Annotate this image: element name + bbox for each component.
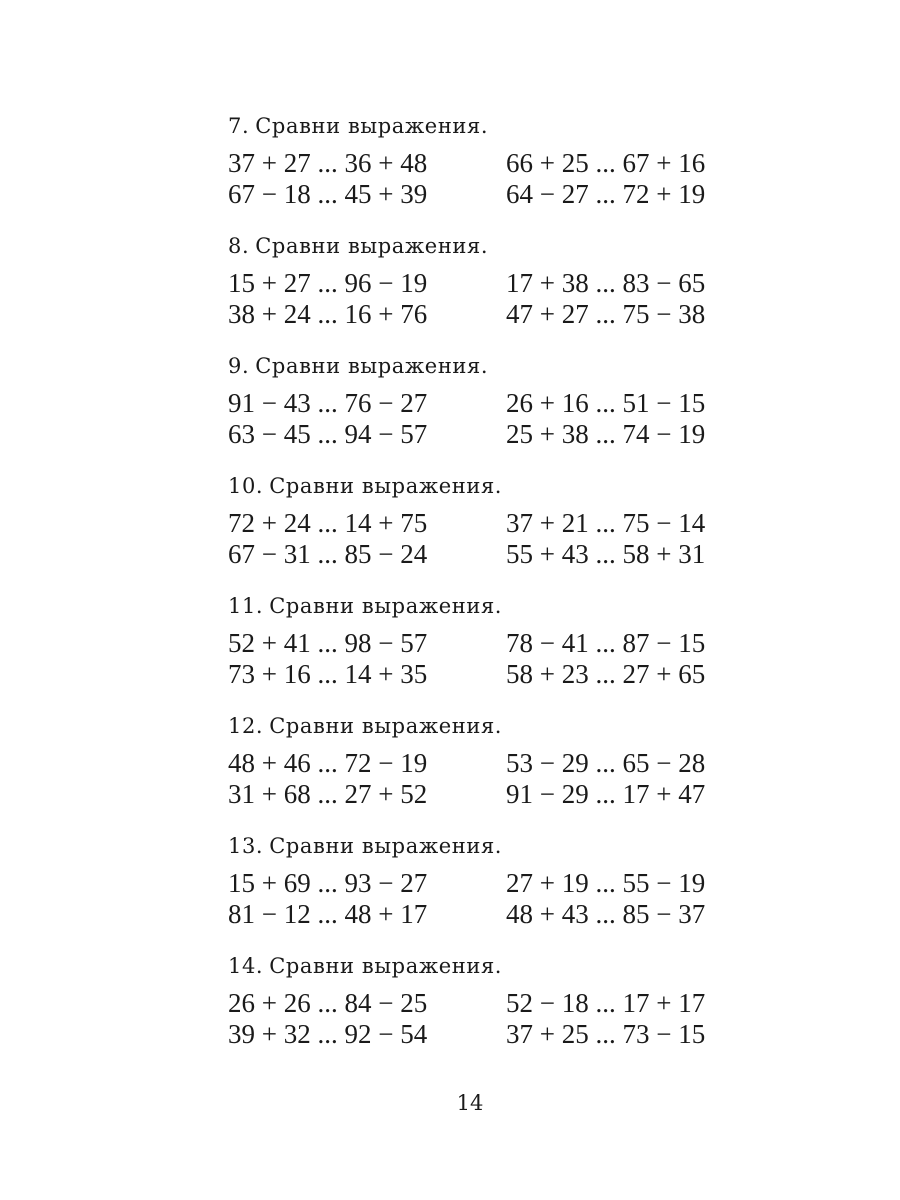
expression-left: 63 − 45 ... 94 − 57 bbox=[228, 419, 428, 449]
exercise-8 bbox=[228, 233, 748, 330]
exercise-instruction: Сравни выражения. bbox=[255, 114, 489, 138]
exercise-instruction: Сравни выражения. bbox=[269, 594, 503, 618]
exercise-7 bbox=[228, 113, 748, 210]
exercise-instruction: Сравни выражения. bbox=[269, 954, 503, 978]
exercise-number: 13. bbox=[228, 834, 264, 858]
expression-right: 55 + 43 ... 58 + 31 bbox=[506, 539, 706, 569]
exercise-instruction: Сравни выражения. bbox=[269, 834, 503, 858]
exercise-title bbox=[228, 833, 748, 859]
expression-right: 52 − 18 ... 17 + 17 bbox=[506, 988, 706, 1018]
expression-left: 52 + 41 ... 98 − 57 bbox=[228, 628, 428, 658]
expression-right: 66 + 25 ... 67 + 16 bbox=[506, 148, 706, 178]
exercise-10 bbox=[228, 473, 748, 570]
page-number: 14 bbox=[456, 1091, 484, 1115]
exercise-number: 9. bbox=[228, 354, 250, 378]
expression-row bbox=[228, 419, 748, 450]
expression-left: 39 + 32 ... 92 − 54 bbox=[228, 1019, 428, 1049]
expression-right: 48 + 43 ... 85 − 37 bbox=[506, 899, 706, 929]
expression-left: 38 + 24 ... 16 + 76 bbox=[228, 299, 428, 329]
exercise-number: 10. bbox=[228, 474, 264, 498]
exercise-number: 12. bbox=[228, 714, 264, 738]
expression-row bbox=[228, 179, 748, 210]
expression-row bbox=[228, 628, 748, 659]
expression-left: 67 − 31 ... 85 − 24 bbox=[228, 539, 428, 569]
expression-row bbox=[228, 268, 748, 299]
exercise-title bbox=[228, 953, 748, 979]
expression-right: 27 + 19 ... 55 − 19 bbox=[506, 868, 706, 898]
expression-row bbox=[228, 899, 748, 930]
expression-left: 37 + 27 ... 36 + 48 bbox=[228, 148, 428, 178]
expression-left: 31 + 68 ... 27 + 52 bbox=[228, 779, 428, 809]
exercise-title bbox=[228, 473, 748, 499]
expression-right: 26 + 16 ... 51 − 15 bbox=[506, 388, 706, 418]
exercise-number: 8. bbox=[228, 234, 250, 258]
exercise-14 bbox=[228, 953, 748, 1050]
expression-left: 73 + 16 ... 14 + 35 bbox=[228, 659, 428, 689]
expression-left: 15 + 27 ... 96 − 19 bbox=[228, 268, 428, 298]
exercise-instruction: Сравни выражения. bbox=[255, 234, 489, 258]
exercise-title bbox=[228, 713, 748, 739]
expression-left: 81 − 12 ... 48 + 17 bbox=[228, 899, 428, 929]
expression-right: 17 + 38 ... 83 − 65 bbox=[506, 268, 706, 298]
expression-row bbox=[228, 748, 748, 779]
expression-right: 58 + 23 ... 27 + 65 bbox=[506, 659, 706, 689]
exercise-title bbox=[228, 593, 748, 619]
expression-row bbox=[228, 508, 748, 539]
exercise-instruction: Сравни выражения. bbox=[255, 354, 489, 378]
exercise-number: 14. bbox=[228, 954, 264, 978]
exercise-11 bbox=[228, 593, 748, 690]
expression-right: 64 − 27 ... 72 + 19 bbox=[506, 179, 706, 209]
expression-left: 91 − 43 ... 76 − 27 bbox=[228, 388, 428, 418]
exercise-instruction: Сравни выражения. bbox=[269, 474, 503, 498]
expression-left: 67 − 18 ... 45 + 39 bbox=[228, 179, 428, 209]
exercise-title bbox=[228, 233, 748, 259]
expression-right: 78 − 41 ... 87 − 15 bbox=[506, 628, 706, 658]
expression-left: 72 + 24 ... 14 + 75 bbox=[228, 508, 428, 538]
expression-right: 47 + 27 ... 75 − 38 bbox=[506, 299, 706, 329]
expression-right: 37 + 25 ... 73 − 15 bbox=[506, 1019, 706, 1049]
expression-row bbox=[228, 1019, 748, 1050]
expression-row bbox=[228, 388, 748, 419]
exercise-13 bbox=[228, 833, 748, 930]
expression-row bbox=[228, 148, 748, 179]
expression-row bbox=[228, 539, 748, 570]
expression-left: 26 + 26 ... 84 − 25 bbox=[228, 988, 428, 1018]
expression-row bbox=[228, 779, 748, 810]
exercise-title bbox=[228, 353, 748, 379]
expression-row bbox=[228, 659, 748, 690]
exercise-number: 11. bbox=[228, 594, 264, 618]
expression-right: 37 + 21 ... 75 − 14 bbox=[506, 508, 706, 538]
expression-row bbox=[228, 868, 748, 899]
exercise-instruction: Сравни выражения. bbox=[269, 714, 503, 738]
expression-right: 91 − 29 ... 17 + 47 bbox=[506, 779, 706, 809]
expression-row bbox=[228, 299, 748, 330]
exercise-12 bbox=[228, 713, 748, 810]
exercise-9 bbox=[228, 353, 748, 450]
exercise-title bbox=[228, 113, 748, 139]
expression-left: 15 + 69 ... 93 − 27 bbox=[228, 868, 428, 898]
expression-left: 48 + 46 ... 72 − 19 bbox=[228, 748, 428, 778]
expression-row bbox=[228, 988, 748, 1019]
expression-right: 53 − 29 ... 65 − 28 bbox=[506, 748, 706, 778]
expression-right: 25 + 38 ... 74 − 19 bbox=[506, 419, 706, 449]
exercise-number: 7. bbox=[228, 114, 250, 138]
